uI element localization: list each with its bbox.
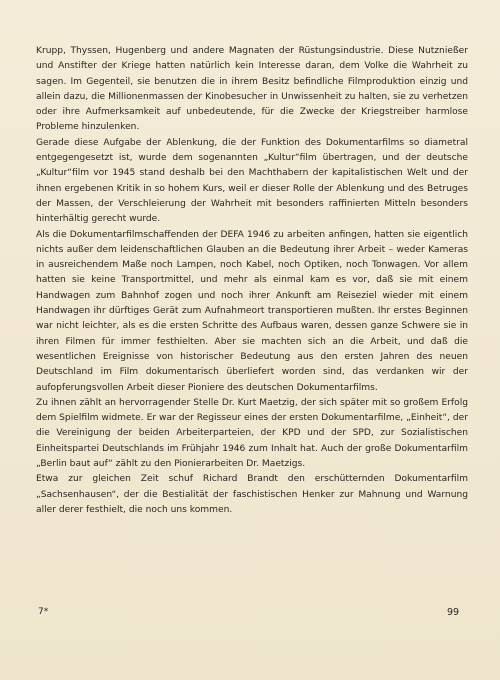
paragraph-4: Zu ihnen zählt an hervorragender Stelle Dr. Kurt Maetzig, der sich später mit so großem Erfolg dem Spielfilm widmete. Er war der Regisseur eines der ersten Dokumentarfilme, „Einheit“, der die Vereinigung der beiden Arbeiterparteien, der KPD und der SPD, zur Sozialistischen Einheitspartei Deutschlands im Frühjahr 1946 zum Inhalt hat. Auch der große Dokumentarfilm „Berlin baut auf“ zählt zu den Pionierarbeiten Dr. Maetzigs. (36, 397, 468, 470)
sheet-signature: 7* (38, 607, 49, 617)
paragraph-3: Als die Dokumentarfilmschaffenden der DEFA 1946 zu arbeiten anfingen, hatten sie eigentlich nichts außer dem leidenschaftlichen Glauben an die Bedeutung ihrer Arbeit – weder Kameras in ausreichendem Maße noch Lampen, noch Kabel, noch Optiken, noch Tonwagen. Vor allem hatten sie keine Transportmittel, und mehr als einmal kam es vor, daß sie mit einem Handwagen zum Bahnhof zogen und noch ihrer Ankunft am Reiseziel wieder mit einem Handwagen ihr dürftiges Gerät zum Aufnahmeort transportieren mußten. Ihr erstes Beginnen war nicht leichter, als es die ersten Schritte des Aufbaus waren, dessen ganze Schwere sie in ihren Filmen für immer festhielten. Aber sie machten sich an die Arbeit, und daß die wesentlichen Ereignisse von historischer Bedeutung aus den ersten Jahren des neuen Deutschland im Film dokumentarisch überliefert worden sind, das verdanken wir der aufopferungsvollen Arbeit dieser Pioniere des deutschen Dokumentarfilms. (36, 229, 468, 393)
page-number: 99 (447, 607, 460, 618)
paragraph-5: Etwa zur gleichen Zeit schuf Richard Brandt den erschütternden Dokumentarfilm „Sachsenhausen“, der die Bestialität der faschistischen Henker zur Mahnung und Warnung aller derer festhielt, die noch uns kommen. (36, 474, 468, 515)
body-text (36, 44, 468, 518)
paragraph-2: Gerade diese Aufgabe der Ablenkung, die der Funktion des Dokumentarfilms so diametral entgegengesetzt ist, wurde dem sogenannten „Kultur“film übertragen, und der deutsche „Kultur“film vor 1945 stand deshalb bei den Machthabern der kapitalistischen Welt und der ihnen ergebenen Kritik in so hohem Kurs, weil er dieser Rolle der Ablenkung und des Betruges der Massen, der Verschleierung der Wahrheit mit besonders raffinierten Mitteln besonders hinterhältig gerecht wurde. (36, 137, 468, 225)
paragraph-1: Krupp, Thyssen, Hugenberg und andere Magnaten der Rüstungsindustrie. Diese Nutznießer und Anstifter der Kriege hatten natürlich kein Interesse daran, dem Volke die Wahrheit zu sagen. Im Gegenteil, sie benutzen die in ihrem Besitz befindliche Filmproduktion einzig und allein dazu, die Millionenmassen der Kinobesucher in Unwissenheit zu halten, sie zu verhetzen oder ihre Aufmerksamkeit auf unbedeutende, für die Zwecke der Kriegstreiber harmlose Probleme hinzulenken. (36, 46, 468, 133)
